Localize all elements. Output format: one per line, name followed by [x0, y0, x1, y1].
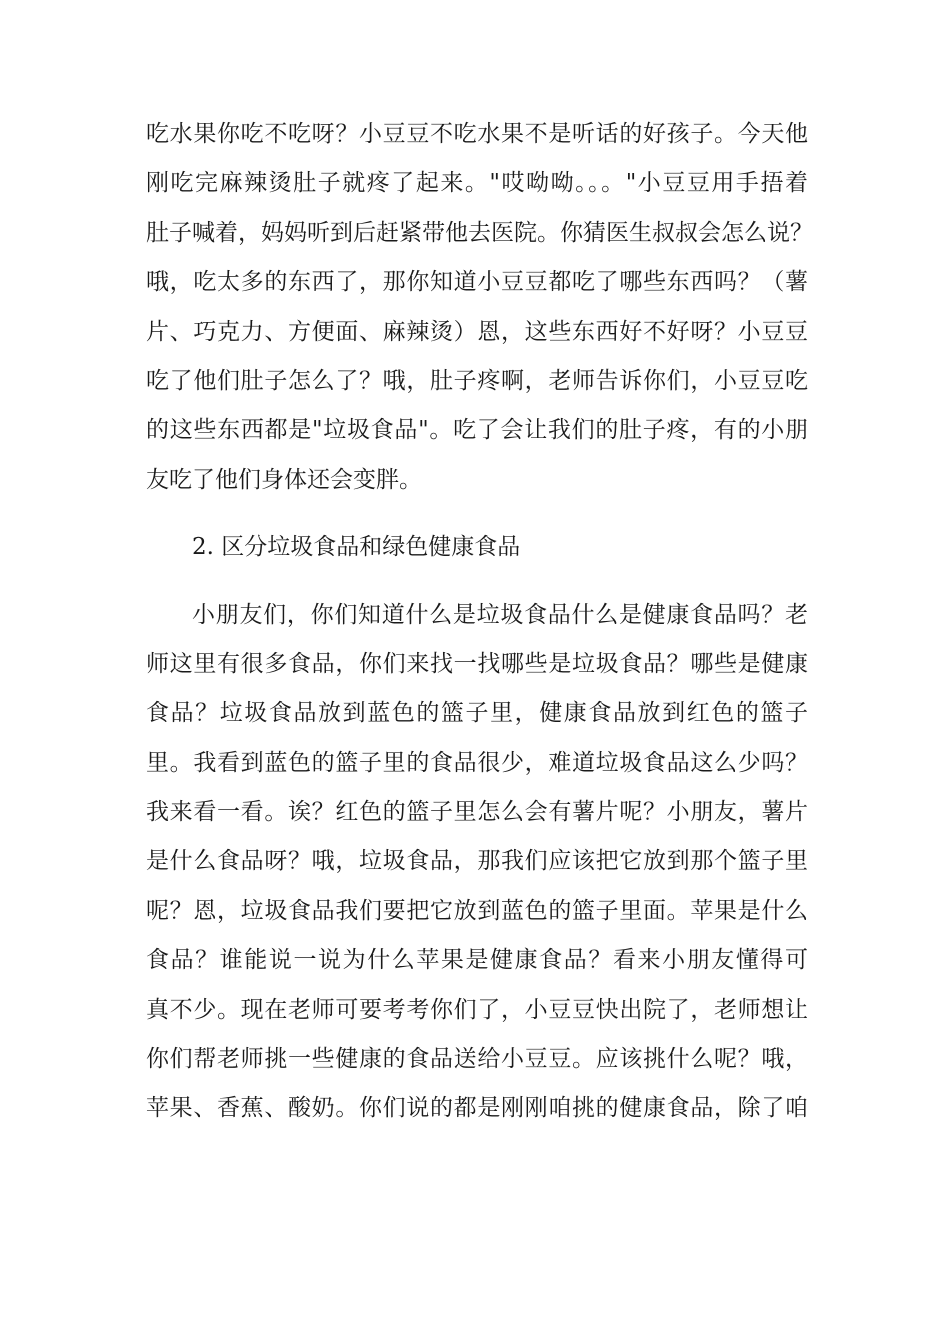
- text-line: 师这里有很多食品，你们来找一找哪些是垃圾食品？哪些是健康: [146, 650, 808, 677]
- text-line: 食品？垃圾食品放到蓝色的篮子里，健康食品放到红色的篮子: [146, 700, 808, 727]
- paragraph-2: [146, 591, 808, 1134]
- text-line: 是什么食品呀？哦，垃圾食品，那我们应该把它放到那个篮子里: [146, 848, 808, 875]
- paragraph-1: [146, 110, 813, 505]
- text-line: 苹果、香蕉、酸奶。你们说的都是刚刚咱挑的健康食品，除了咱: [146, 1095, 808, 1122]
- text-line: 吃了他们肚子怎么了？哦，肚子疼啊，老师告诉你们，小豆豆吃: [146, 367, 808, 394]
- text-line: 我来看一看。诶？红色的篮子里怎么会有薯片呢？小朋友，薯片: [146, 799, 808, 826]
- text-line: 呢？恩，垃圾食品我们要把它放到蓝色的篮子里面。苹果是什么: [146, 897, 808, 924]
- text-line: 肚子喊着，妈妈听到后赶紧带他去医院。你猜医生叔叔会怎么说？: [146, 219, 813, 246]
- text-line: 哦，吃太多的东西了，那你知道小豆豆都吃了哪些东西吗？（薯: [146, 269, 808, 296]
- section-heading: 2. 区分垃圾食品和绿色健康食品: [192, 534, 521, 561]
- document-body: [146, 110, 813, 1134]
- text-line: 片、巧克力、方便面、麻辣烫）恩，这些东西好不好呀？小豆豆: [146, 318, 808, 345]
- text-line: 友吃了他们身体还会变胖。: [146, 466, 422, 493]
- text-line: 刚吃完麻辣烫肚子就疼了起来。"哎呦呦。。。"小豆豆用手捂着: [146, 170, 808, 197]
- text-line: 真不少。现在老师可要考考你们了，小豆豆快出院了，老师想让: [146, 996, 808, 1023]
- text-line: 食品？谁能说一说为什么苹果是健康食品？看来小朋友懂得可: [146, 947, 808, 974]
- text-line: 你们帮老师挑一些健康的食品送给小豆豆。应该挑什么呢？哦，: [146, 1046, 808, 1073]
- text-line: 吃水果你吃不吃呀？小豆豆不吃水果不是听话的好孩子。今天他: [146, 121, 808, 147]
- text-line: 里。我看到蓝色的篮子里的食品很少，难道垃圾食品这么少吗？: [146, 749, 808, 776]
- text-line: 的这些东西都是"垃圾食品"。吃了会让我们的肚子疼，有的小朋: [146, 417, 808, 444]
- text-line: 小朋友们，你们知道什么是垃圾食品什么是健康食品吗？老: [192, 601, 808, 628]
